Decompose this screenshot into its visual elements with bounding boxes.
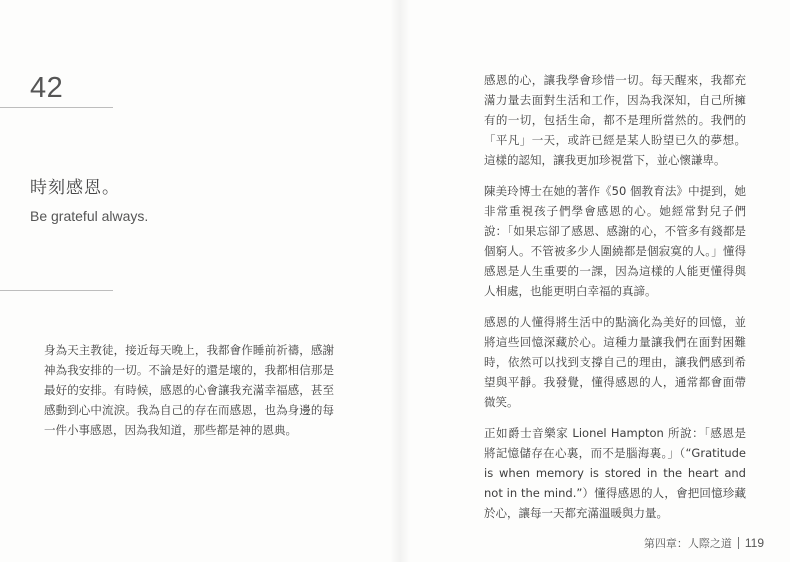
footer-separator bbox=[738, 537, 739, 549]
running-chapter-title: 第四章：人際之道 bbox=[643, 537, 732, 550]
body-paragraph: 感恩的人懂得將生活中的點滴化為美好的回憶，並將這些回憶深藏於心。這種力量讓我們在面對困難時，依然可以找到支撐自己的理由，讓我們感到希望與平靜。我發覺，懂得感恩的人，通常都會面帶微笑。 bbox=[484, 315, 746, 409]
page-footer bbox=[644, 535, 764, 551]
divider-rule-middle bbox=[0, 290, 113, 291]
body-paragraph: 陳美玲博士在她的著作《50 個教育法》中提到，她非常重視孩子們學會感恩的心。她經常對兒子們說：「如果忘卻了感恩、感謝的心，不管多有錢都是個窮人。不管被多少人圍繞都是個寂寞的人。」懂得感恩是人生重要的一課，因為這樣的人能更懂得與人相處，也能更明白幸福的真諦。 bbox=[484, 184, 746, 298]
body-paragraph: 感恩的心，讓我學會珍惜一切。每天醒來，我都充滿力量去面對生活和工作，因為我深知，自己所擁有的一切，包括生命，都不是理所當然的。我們的「平凡」一天，或許已經是某人盼望已久的夢想。這樣的認知，讓我更加珍視當下，並心懷謙卑。 bbox=[484, 73, 746, 167]
entry-title-chinese: 時刻感恩。 bbox=[30, 178, 120, 198]
divider-rule-top bbox=[0, 107, 113, 108]
body-paragraph: 正如爵士音樂家 Lionel Hampton 所說：「感恩是將記憶儲存在心裏，而不是腦海裏。」（“Gratitude is when memory is stored in the heart and not in the mind.”）懂得感恩的人，會把回憶珍藏於心，讓每一天都充滿溫暖與力量。 bbox=[484, 426, 746, 520]
right-page-body bbox=[484, 70, 746, 534]
page-gutter bbox=[390, 0, 410, 562]
entry-number: 42 bbox=[30, 72, 64, 104]
page-number: 119 bbox=[744, 536, 764, 550]
left-body-paragraph: 身為天主教徒，接近每天晚上，我都會作睡前祈禱，感謝神為我安排的一切。不論是好的還是壞的，我都相信那是最好的安排。有時候，感恩的心會讓我充滿幸福感，甚至感動到心中流淚。我為自己的存在而感恩，也為身邊的每一件小事感恩，因為我知道，那些都是神的恩典。 bbox=[44, 343, 334, 437]
entry-title-english: Be grateful always. bbox=[30, 208, 149, 224]
